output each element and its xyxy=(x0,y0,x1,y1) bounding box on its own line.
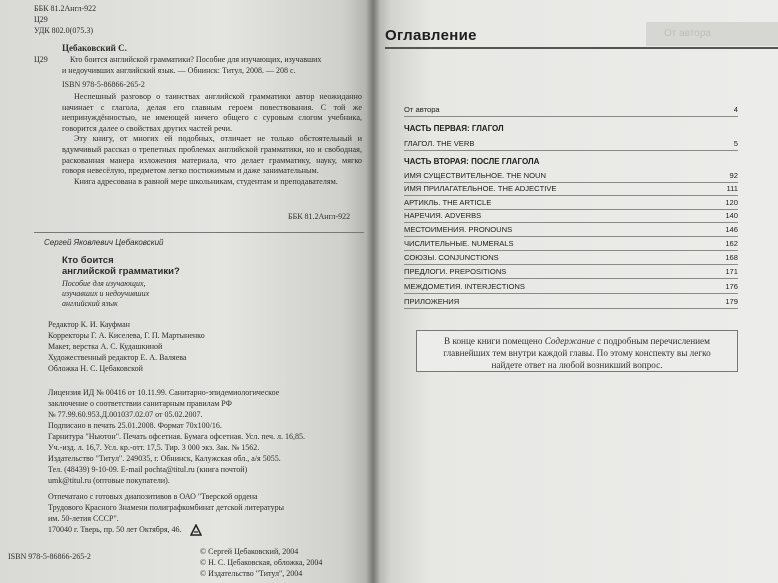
imprint-line: Уч.-изд. л. 16,7. Усл. кр.-отт. 17,5. Тир. 3 000 экз. Зак. № 1562. xyxy=(48,443,260,452)
imprint-line: Подписано в печать 25.01.2008. Формат 70x100/16. xyxy=(48,421,222,430)
imprint-line: Издательство "Титул". 249035, г. Обнинск, Калужская обл., а/я 5055. xyxy=(48,454,281,463)
part-two-heading: ЧАСТЬ ВТОРАЯ: ПОСЛЕ ГЛАГОЛА xyxy=(404,157,540,166)
running-header-tab: От автора xyxy=(646,22,778,46)
toc-entry-page: 179 xyxy=(725,297,738,306)
index-code-2: Ц29 xyxy=(34,55,48,64)
toc-entry xyxy=(404,169,738,183)
toc-entry xyxy=(404,182,738,196)
toc-entry-label: ИМЯ СУЩЕСТВИТЕЛЬНОЕ. THE NOUN xyxy=(404,171,547,180)
annotation xyxy=(62,92,362,187)
toc-entry-page: 5 xyxy=(733,139,738,148)
book-title-line-2: английской грамматики? xyxy=(62,266,180,277)
imprint-line: Тел. (48439) 9-10-09. E-mail pochta@titul.ru (книга почтой) xyxy=(48,465,248,474)
credit-line: Редактор К. И. Кауфман xyxy=(48,320,130,329)
toc-entry-label: СОЮЗЫ. CONJUNCTIONS xyxy=(404,253,499,262)
toc-entry-label: МЕСТОИМЕНИЯ. PRONOUNS xyxy=(404,225,513,234)
imprint-line: заключение о соответствии санитарным правилам РФ xyxy=(48,399,232,408)
printing-line: 170040 г. Тверь, пр. 50 лет Октября, 46. xyxy=(48,525,182,534)
note-line: главнейших тем внутри каждой главы. По этому конспекту вы легко xyxy=(443,348,711,358)
udk-code: УДК 802.0(075.3) xyxy=(34,26,93,35)
note-text: В конце книги помещено xyxy=(444,336,543,346)
toc-entry xyxy=(404,265,738,279)
toc-entry xyxy=(404,251,738,265)
toc-entry-label: ПРЕДЛОГИ. PREPOSITIONS xyxy=(404,267,507,276)
imprint-line: Лицензия ИД № 00416 от 10.11.99. Санитарно-эпидемиологическое xyxy=(48,388,280,397)
copyright-line: © Н. С. Цебаковская, обложка, 2004 xyxy=(200,558,323,567)
toc-entry-page: 4 xyxy=(733,105,738,114)
credit-line: Макет, верстка А. С. Кудашкиной xyxy=(48,342,163,351)
index-code: Ц29 xyxy=(34,15,48,24)
contents-note xyxy=(416,330,738,372)
toc-entry xyxy=(404,223,738,237)
toc-entry-intro xyxy=(404,103,738,117)
credit-line: Корректоры Г. А. Киселева, Г. П. Мартыненко xyxy=(48,331,205,340)
book-title-line-1: Кто боится xyxy=(62,255,114,266)
bib-line-2: и недоучивших английский язык. — Обнинск: Титул, 2008. — 208 с. xyxy=(62,66,296,75)
publisher-logo-icon xyxy=(190,524,202,536)
note-emphasis: Содержание xyxy=(544,336,595,346)
toc-entry xyxy=(404,280,738,294)
subtitle-line: Пособие для изучающих, xyxy=(62,279,146,288)
toc-entry-page: 171 xyxy=(725,267,738,276)
printing-line: им. 50-летия СССР". xyxy=(48,514,119,523)
toc-entry-label: НАРЕЧИЯ. ADVERBS xyxy=(404,211,482,220)
toc-entry-label: АРТИКЛЬ. THE ARTICLE xyxy=(404,198,492,207)
author-full-name: Сергей Яковлевич Цебаковский xyxy=(44,238,164,247)
imprint-line: Гарнитура "Ньютон". Печать офсетная. Бумага офсетная. Усл. печ. л. 16,85. xyxy=(48,432,305,441)
book-gutter xyxy=(366,0,380,583)
isbn-bottom: ISBN 978-5-86866-265-2 xyxy=(8,552,91,561)
page-title: Оглавление xyxy=(385,27,477,44)
copyright-line: © Сергей Цебаковский, 2004 xyxy=(200,547,299,556)
copyright-line: © Издательство "Титул", 2004 xyxy=(200,569,303,578)
toc-entry xyxy=(404,209,738,223)
toc-entry-label: ГЛАГОЛ. THE VERB xyxy=(404,139,475,148)
isbn-top: ISBN 978-5-86866-265-2 xyxy=(62,80,145,89)
note-text: с подробным перечислением xyxy=(597,336,710,346)
bib-line-1: Кто боится английской грамматики? Пособие для изучающих, изучавших xyxy=(70,55,322,64)
toc-entry-label: ИМЯ ПРИЛАГАТЕЛЬНОЕ. THE ADJECTIVE xyxy=(404,184,557,193)
annotation-paragraph: Книга адресована в равной мере школьникам, студентам и преподавателям. xyxy=(74,176,338,186)
toc-entry-label: ПРИЛОЖЕНИЯ xyxy=(404,297,460,306)
toc-entry-page: 162 xyxy=(725,239,738,248)
toc-entry-page: 120 xyxy=(725,198,738,207)
annotation-paragraph: Эту книгу, от многих ей подобных, отличает не только обстоятельный и вдумчивый рассказ о трепетных проблемах английской грамматики, но и свободная, раскованная манера изложения материала, что делает грамматику, науку, мягко говоря невесёлую, предметом легко постижимым и даже занимательным. xyxy=(62,134,362,176)
bbk-bottom: ББК 81.2Англ-922 xyxy=(288,212,351,221)
credit-line: Обложка Н. С. Цебаковской xyxy=(48,364,143,373)
printing-line: Отпечатано с готовых диапозитивов в ОАО "Тверской ордена xyxy=(48,492,258,501)
toc-entry-page: 140 xyxy=(725,211,738,220)
author-heading: Цебаковский С. xyxy=(62,43,127,53)
subtitle-line: изучавших и недоучивших xyxy=(62,289,150,298)
toc-entry-page: 176 xyxy=(725,282,738,291)
toc-entry-page: 92 xyxy=(729,171,738,180)
toc-entry xyxy=(404,237,738,251)
toc-entry xyxy=(404,137,738,151)
part-one-heading: ЧАСТЬ ПЕРВАЯ: ГЛАГОЛ xyxy=(404,124,504,133)
toc-entry-label: От автора xyxy=(404,105,440,114)
toc-entry-page: 146 xyxy=(725,225,738,234)
printing-line: Трудового Красного Знамени полиграфкомбинат детской литературы xyxy=(48,503,284,512)
annotation-paragraph: Неспешный разговор о таинствах английской грамматики автор неожиданно начинает с глагола, делая его главным героем повествования. С той же непринуждённостью, не имеющей ничего общего с суровым слогом учебника, говорится далее о свойствах других частей речи. xyxy=(62,92,362,133)
imprint-line: umk@titul.ru (оптовые покупатели). xyxy=(48,476,170,485)
header-rule xyxy=(385,47,778,49)
toc-entry xyxy=(404,196,738,210)
toc-entry-label: ЧИСЛИТЕЛЬНЫЕ. NUMERALS xyxy=(404,239,514,248)
toc-entry-label: МЕЖДОМЕТИЯ. INTERJECTIONS xyxy=(404,282,525,291)
note-line xyxy=(425,335,729,347)
subtitle-line: английский язык xyxy=(62,299,118,308)
toc-entry-page: 111 xyxy=(726,184,738,193)
toc-entry-page: 168 xyxy=(725,253,738,262)
toc-entry xyxy=(404,295,738,309)
imprint-line: № 77.99.60.953.Д.001037.02.07 от 05.02.2007. xyxy=(48,410,203,419)
credit-line: Художественный редактор Е. А. Валяева xyxy=(48,353,187,362)
left-page xyxy=(0,0,374,583)
bbk-code: ББК 81.2Англ-922 xyxy=(34,4,97,13)
note-line: найдете ответ на любой возникший вопрос. xyxy=(491,360,663,370)
divider xyxy=(34,232,364,233)
